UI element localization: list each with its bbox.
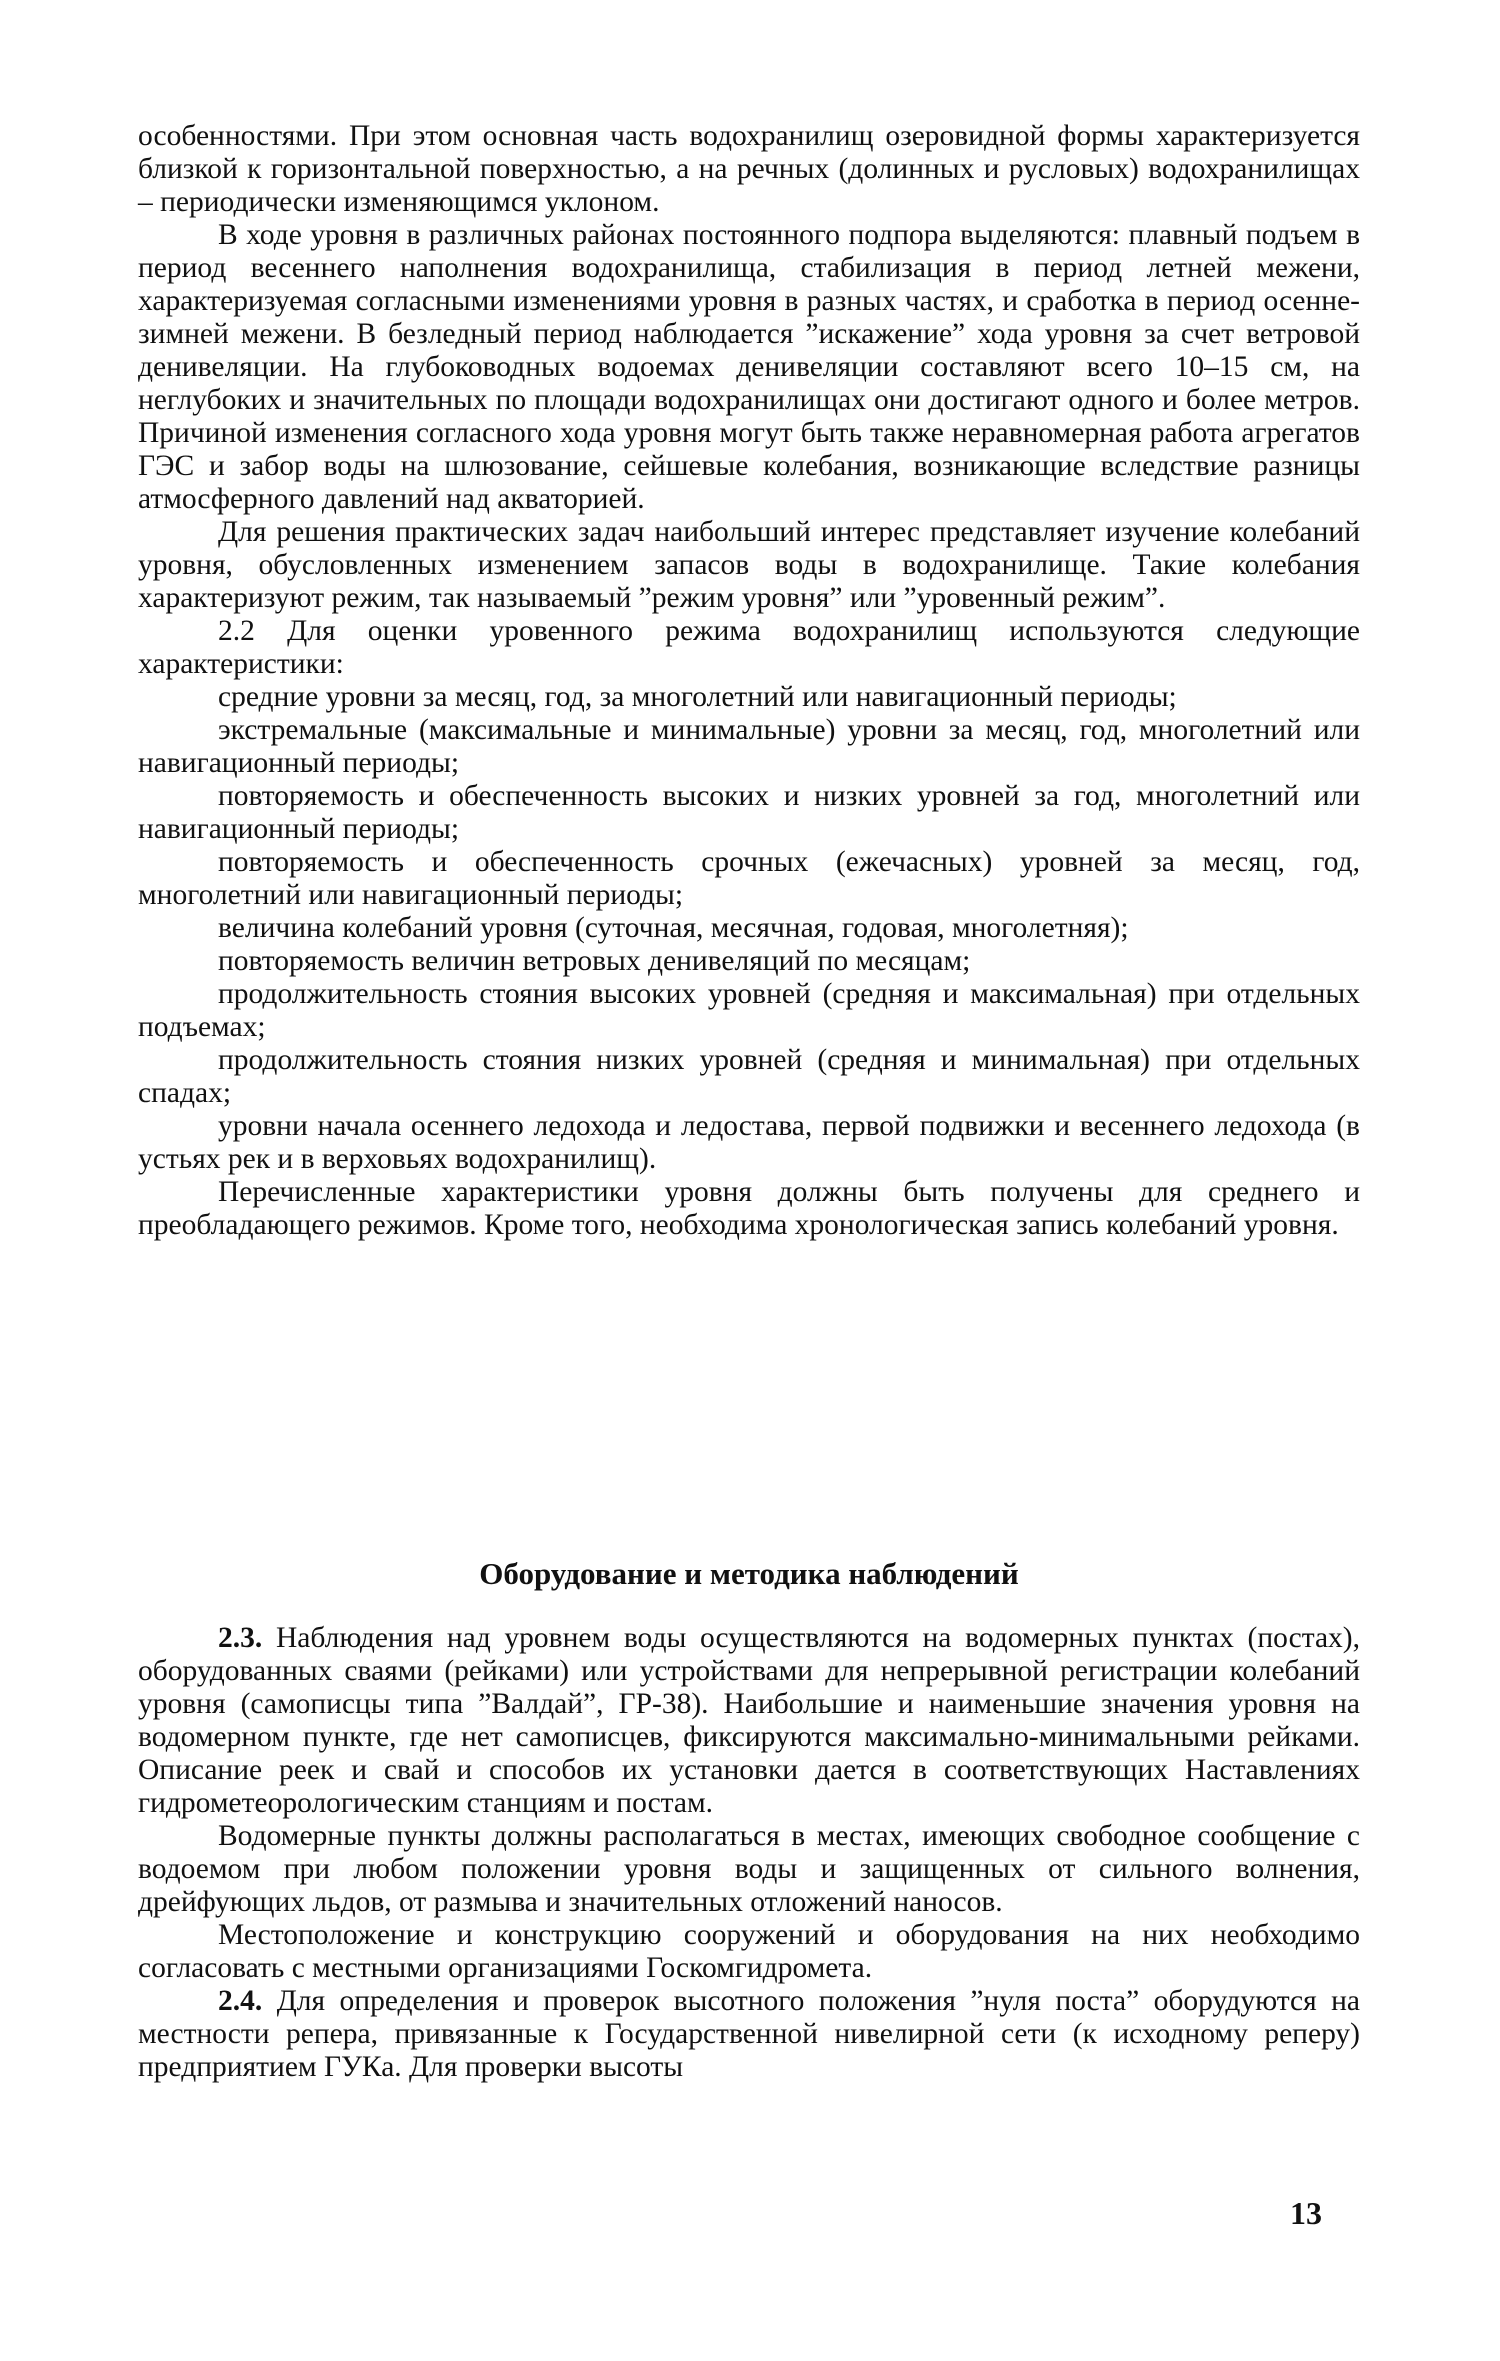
section-heading: Оборудование и методика наблюдений: [479, 1556, 1019, 1591]
paragraph-2-3-text: Наблюдения над уровнем воды осуществляются на водомерных пунктах (постах), оборудованных сваями (рейками) или устройствами для непрерывной регистрации колебаний уровня (самописцы типа ”Валдай”, ГР-38). Наибольшие и наименьшие значения уровня на водомерном пункте, где нет самописцев, фиксируются максимально-минимальными рейками. Описание реек и свай и способов их установки дается в соответствующих Наставлениях гидрометеорологическим станциям и постам.: [138, 1622, 1361, 1819]
paragraph-level-course: В ходе уровня в различных районах постоянного подпора выделяются: плавный подъем в период весеннего наполнения водохранилища, стабилизация в период летней межени, характеризуемая согласными изменениями уровня в разных частях, и сработка в период осенне-зимней межени. В безледный период наблюдается ”искажение” хода уровня за счет ветровой денивеляции. На глубоководных водоемах денивеляции составляют всего 10–15 см, на неглубоких и значительных по площади водохранилищах они достигают одного и более метров. Причиной изменения согласного хода уровня могут быть также неравномерная работа агрегатов ГЭС и забор воды на шлюзование, сейшевые колебания, возникающие вследствие разницы атмосферного давлений над акваторией.: [138, 219, 1360, 515]
body-text-bottom: [138, 1622, 1360, 2084]
list-item-high-low-frequency: повторяемость и обеспеченность высоких и низких уровней за год, многолетний или навигационный периоды;: [138, 780, 1360, 845]
list-item-low-duration: продолжительность стояния низких уровней (средняя и минимальная) при отдельных спадах;: [138, 1044, 1360, 1109]
paragraph-2-4: [138, 1985, 1360, 2084]
paragraph-2-4-text: Для определения и проверок высотного положения ”нуля поста” оборудуются на местности репера, привязанные к Государственной нивелирной сети (к исходному реперу) предприятием ГУКа. Для проверки высоты: [138, 1985, 1361, 2083]
list-item-average-levels: средние уровни за месяц, год, за многолетний или навигационный периоды;: [218, 681, 1177, 713]
paragraph-gauge-location: Водомерные пункты должны располагаться в местах, имеющих свободное сообщение с водоемом при любом положении уровня воды и защищенных от сильного волнения, дрейфующих льдов, от размыва и значительных отложений наносов.: [138, 1820, 1360, 1918]
list-item-hourly-frequency: повторяемость и обеспеченность срочных (ежечасных) уровней за месяц, год, многолетний или навигационный периоды;: [138, 846, 1360, 911]
section-number-2-3: 2.3.: [218, 1622, 263, 1654]
paragraph-continuation: особенностями. При этом основная часть водохранилищ озеровидной формы характеризуется близкой к горизонтальной поверхностью, а на речных (долинных и русловых) водохранилищах – периодически изменяющимся уклоном.: [138, 120, 1360, 218]
section-number-2-4: 2.4.: [218, 1985, 263, 2017]
paragraph-listed-characteristics: Перечисленные характеристики уровня должны быть получены для среднего и преобладающего режимов. Кроме того, необходима хронологическая запись колебаний уровня.: [138, 1176, 1360, 1241]
paragraph-coordination: Местоположение и конструкцию сооружений и оборудования на них необходимо согласовать с местными организациями Госкомгидромета.: [138, 1919, 1360, 1984]
list-item-extreme-levels: экстремальные (максимальные и минимальные) уровни за месяц, год, многолетний или навигационный периоды;: [138, 714, 1360, 779]
paragraph-2-2-intro: 2.2 Для оценки уровенного режима водохранилищ используются следующие характеристики:: [138, 615, 1360, 680]
paragraph-2-3: [138, 1622, 1360, 1820]
body-text-top: [138, 120, 1360, 1242]
list-item-ice-levels: уровни начала осеннего ледохода и ледостава, первой подвижки и весеннего ледохода (в устьях рек и в верховьях водохранилищ).: [138, 1110, 1360, 1175]
list-item-fluctuation-magnitude: величина колебаний уровня (суточная, месячная, годовая, многолетняя);: [218, 912, 1129, 944]
paragraph-practical-tasks: Для решения практических задач наибольший интерес представляет изучение колебаний уровня, обусловленных изменением запасов воды в водохранилище. Такие колебания характеризуют режим, так называемый ”режим уровня” или ”уровенный режим”.: [138, 516, 1360, 614]
list-item-wind-denivelation: повторяемость величин ветровых денивеляций по месяцам;: [218, 945, 971, 977]
page-number: 13: [1290, 2195, 1322, 2231]
list-item-high-duration: продолжительность стояния высоких уровней (средняя и максимальная) при отдельных подъемах;: [138, 978, 1360, 1043]
